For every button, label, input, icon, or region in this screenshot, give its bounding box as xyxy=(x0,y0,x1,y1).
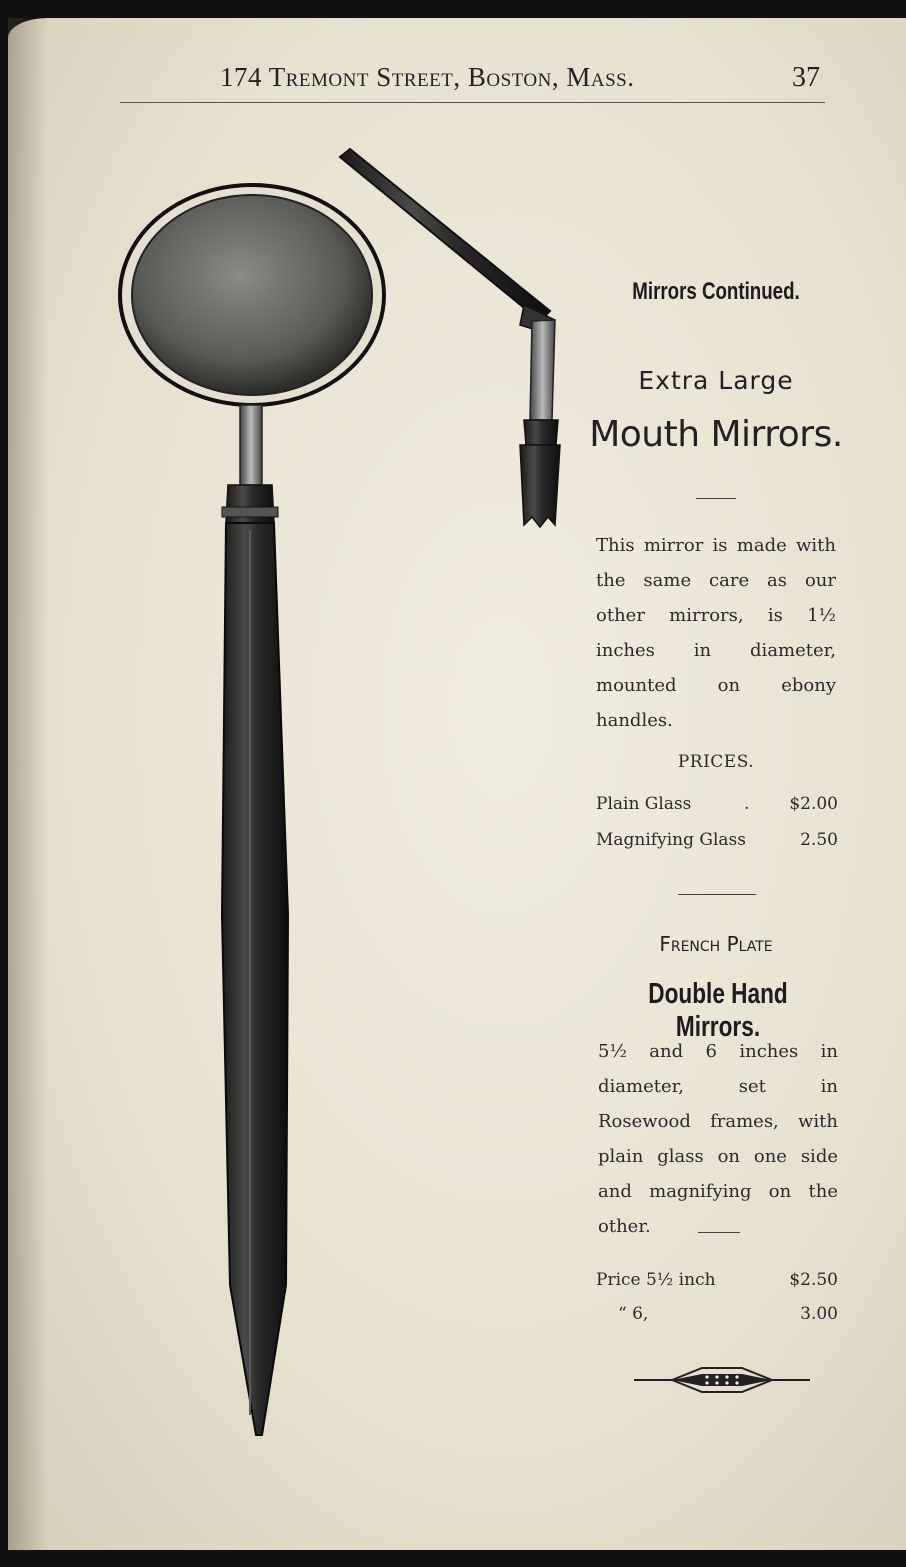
product-title: Double Hand Mirrors. xyxy=(648,978,788,1043)
product-description: This mirror is made with the same care as our other mirrors, is 1½ inches in diameter, mounted on ebony handles. xyxy=(596,535,836,731)
price-label: Plain Glass xyxy=(596,794,692,814)
product-title: Mouth Mirrors. xyxy=(589,414,843,455)
header-rule xyxy=(120,102,825,103)
price-label: Price 5½ inch xyxy=(596,1270,716,1290)
subheading: French Plate xyxy=(659,932,773,956)
price-value: 3.00 xyxy=(800,1304,838,1324)
mouth-mirror-illustration xyxy=(100,135,580,1455)
subheading: Extra Large xyxy=(638,366,794,395)
leader-dot: . xyxy=(744,794,750,814)
page-header-title: 174 Tremont Street, Boston, Mass. xyxy=(220,62,635,92)
price-value: 2.50 xyxy=(800,830,838,850)
divider xyxy=(678,894,756,895)
divider xyxy=(696,498,736,499)
divider xyxy=(698,1232,740,1233)
continued-heading: Mirrors Continued. xyxy=(632,278,800,305)
product-description: 5½ and 6 inches in diameter, set in Rosewood frames, with plain glass on one side and magnifying on the other. xyxy=(598,1041,838,1237)
price-value: $2.50 xyxy=(789,1270,838,1290)
price-label: “ 6, xyxy=(618,1304,649,1324)
decorative-ornament-icon xyxy=(632,1364,812,1396)
page-number: 37 xyxy=(792,62,820,93)
prices-heading: PRICES. xyxy=(677,752,755,772)
price-value: $2.00 xyxy=(789,794,838,814)
page-gutter-shadow xyxy=(8,18,48,1550)
price-label: Magnifying Glass xyxy=(596,830,746,850)
